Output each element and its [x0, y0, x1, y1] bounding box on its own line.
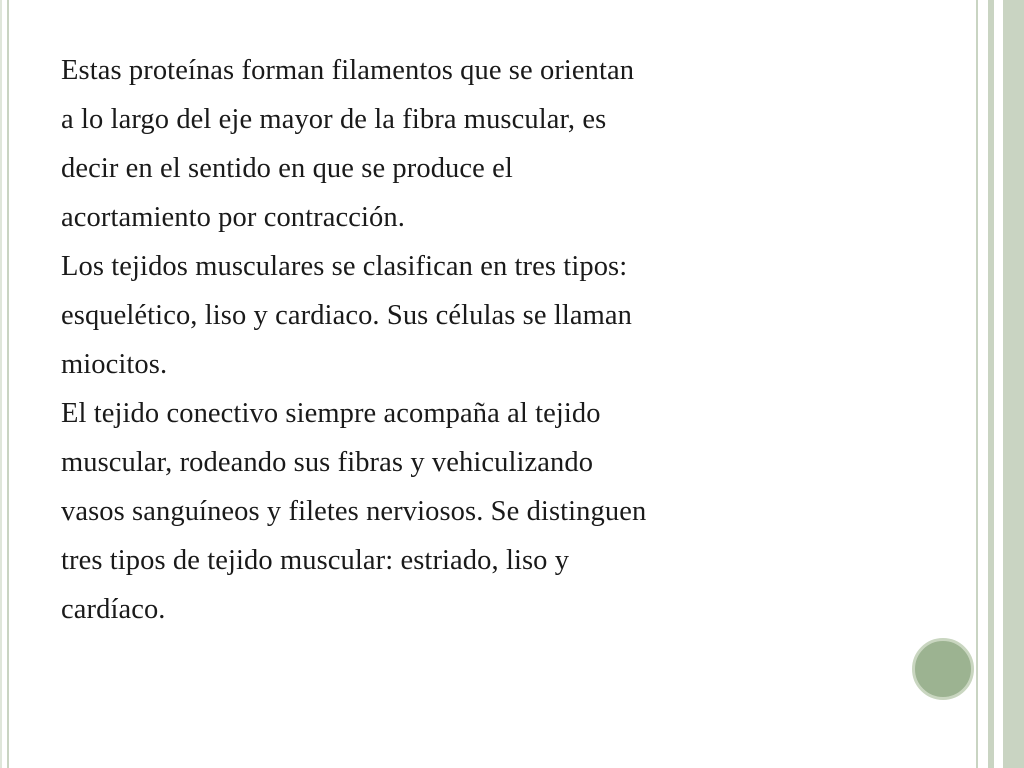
text-line: miocitos.: [61, 349, 168, 380]
text-line: esquelético, liso y cardiaco. Sus células se llaman: [61, 300, 632, 331]
text-line: decir en el sentido en que se produce el: [61, 153, 513, 184]
text-line: tres tipos de tejido muscular: estriado, liso y: [61, 545, 570, 576]
text-line: muscular, rodeando sus fibras y vehiculizando: [61, 447, 594, 478]
text-line: Estas proteínas forman filamentos que se orientan: [61, 55, 635, 86]
left-border-stripe-outer: [0, 0, 2, 768]
right-border-stripe-thin: [976, 0, 978, 768]
slide-body-text: [61, 46, 921, 634]
text-line: cardíaco.: [61, 594, 166, 625]
text-line: a lo largo del eje mayor de la fibra muscular, es: [61, 104, 607, 135]
paragraph-connective-tissue: [61, 389, 921, 634]
right-border-stripe-medium: [988, 0, 994, 768]
paragraph-muscle-types: [61, 242, 921, 389]
text-line: vasos sanguíneos y filetes nerviosos. Se distinguen: [61, 496, 647, 527]
decorative-circle: [912, 638, 974, 700]
text-line: El tejido conectivo siempre acompaña al tejido: [61, 398, 601, 429]
left-border-stripe-inner: [7, 0, 9, 768]
paragraph-filaments: [61, 46, 921, 242]
text-line: Los tejidos musculares se clasifican en tres tipos:: [61, 251, 628, 282]
text-line: acortamiento por contracción.: [61, 202, 405, 233]
right-border-stripe-wide: [1000, 0, 1024, 768]
